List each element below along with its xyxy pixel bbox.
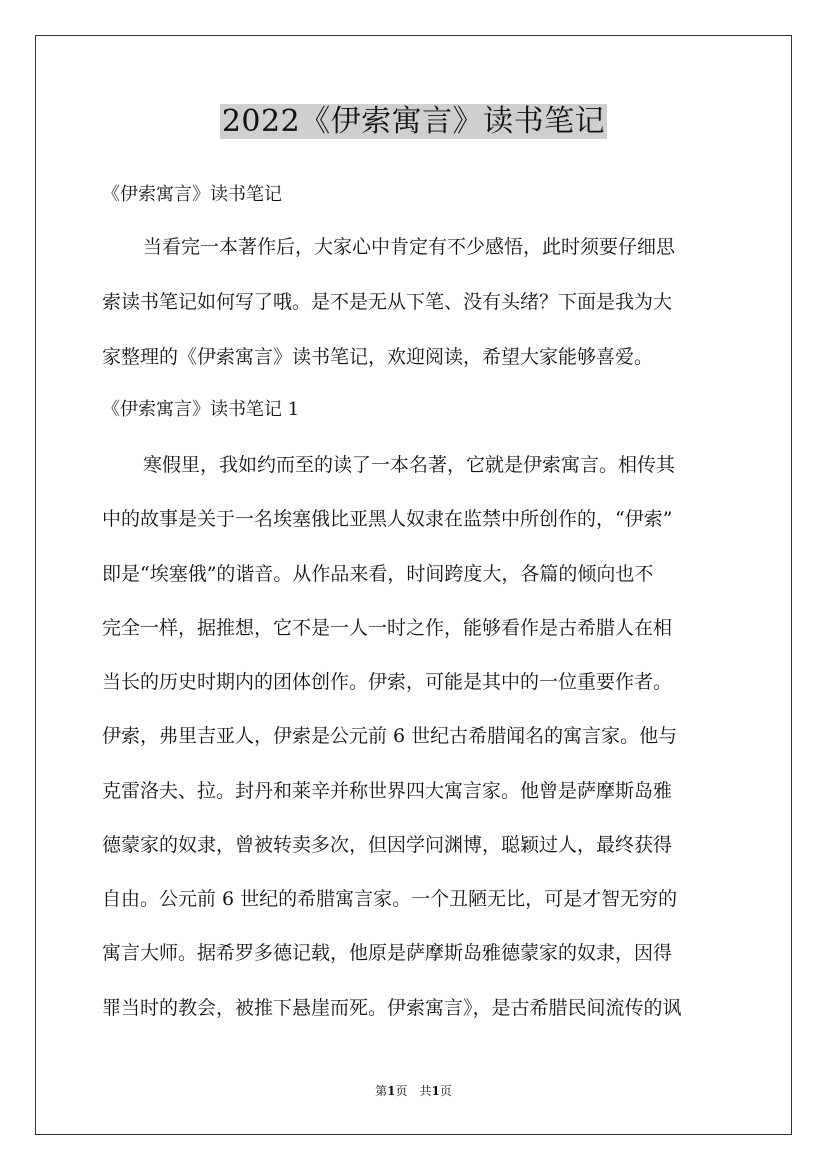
footer-prefix: 第 — [375, 1084, 388, 1098]
paragraph-line: 索读书笔记如何写了哦。是不是无从下笔、没有头绪？下面是我为大 — [102, 291, 673, 313]
section-heading: 《伊索寓言》读书笔记 — [102, 184, 282, 205]
paragraph-line: 家整理的《伊索寓言》读书笔记，欢迎阅读，希望大家能够喜爱。 — [102, 346, 654, 368]
footer-mid: 页 共 — [395, 1084, 432, 1098]
paragraph-line: 寒假里，我如约而至的读了一本名著，它就是伊索寓言。相传其 — [143, 454, 676, 476]
paragraph-line: 寓言大师。据希罗多德记载，他原是萨摩斯岛雅德蒙家的奴隶，因得 — [102, 942, 673, 964]
paragraph-line: 自由。公元前 6 世纪的希腊寓言家。一个丑陋无比，可是才智无穷的 — [102, 888, 678, 910]
paragraph-line: 克雷洛夫、拉。封丹和莱辛并称世界四大寓言家。他曾是萨摩斯岛雅 — [102, 780, 673, 802]
paragraph-line: 中的故事是关于一名埃塞俄比亚黑人奴隶在监禁中所创作的，“伊索” — [102, 508, 673, 530]
page-footer — [0, 1082, 827, 1100]
document-title-text: 2022《伊索寓言》读书笔记 — [221, 104, 606, 139]
document-title — [0, 98, 827, 146]
footer-page-number: 1 — [387, 1084, 396, 1098]
paragraph-line: 当长的历史时期内的团体创作。伊索，可能是其中的一位重要作者。 — [102, 671, 673, 693]
paragraph-line: 即是“埃塞俄”的谐音。从作品来看，时间跨度大，各篇的倾向也不 — [102, 563, 654, 585]
paragraph-line: 当看完一本著作后，大家心中肯定有不少感悟，此时须要仔细思 — [143, 236, 676, 258]
paragraph-line: 罪当时的教会，被推下悬崖而死。伊索寓言》，是古希腊民间流传的讽 — [102, 997, 682, 1019]
footer-suffix: 页 — [439, 1084, 452, 1098]
paragraph-line: 德蒙家的奴隶，曾被转卖多次，但因学问渊博，聪颖过人，最终获得 — [102, 834, 673, 856]
section-heading: 《伊索寓言》读书笔记 1 — [102, 399, 300, 420]
paragraph-line: 伊索，弗里吉亚人，伊索是公元前 6 世纪古希腊闻名的寓言家。他与 — [102, 725, 678, 747]
footer-total-pages: 1 — [431, 1084, 440, 1098]
paragraph-line: 完全一样，据推想，它不是一人一时之作，能够看作是古希腊人在相 — [102, 617, 673, 639]
